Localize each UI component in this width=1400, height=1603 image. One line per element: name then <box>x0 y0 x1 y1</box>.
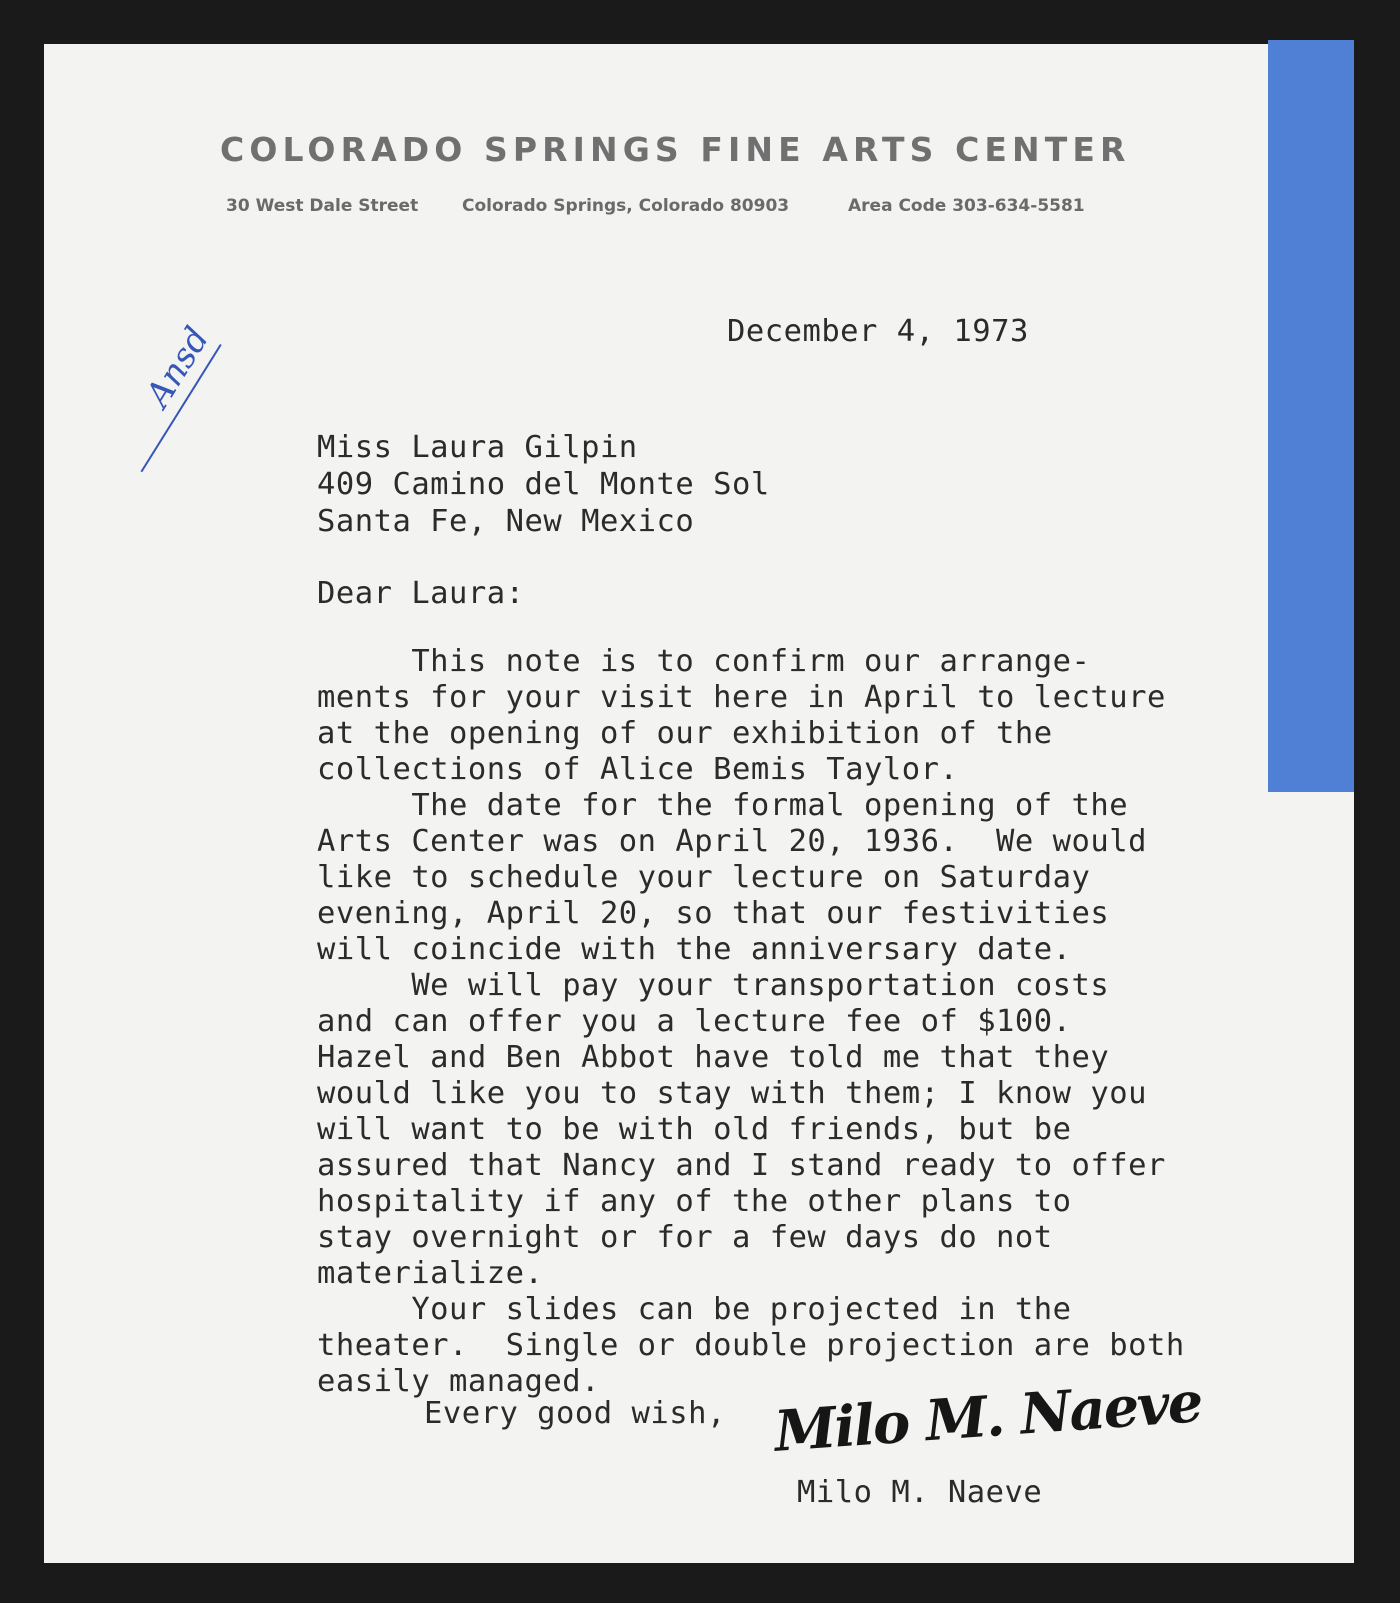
body-line: at the opening of our exhibition of the <box>317 716 1053 751</box>
body-line: and can offer you a lecture fee of $100. <box>317 1004 1072 1039</box>
letterhead-phone: Area Code 303-634-5581 <box>848 196 1085 216</box>
body-line: collections of Alice Bemis Taylor. <box>317 752 959 787</box>
body-line: will want to be with old friends, but be <box>317 1112 1072 1147</box>
typed-signer-name: Milo M. Naeve <box>797 1475 1043 1510</box>
letterhead-title: COLORADO SPRINGS FINE ARTS CENTER <box>220 130 1131 169</box>
handwritten-signature: Milo M. Naeve <box>772 1369 1204 1465</box>
recipient-city: Santa Fe, New Mexico <box>317 504 695 539</box>
letterhead-street: 30 West Dale Street <box>226 196 419 216</box>
body-line: would like you to stay with them; I know you <box>317 1076 1147 1111</box>
body-line: We will pay your transportation costs <box>317 968 1110 1003</box>
blue-index-tab <box>1268 40 1354 792</box>
body-line: This note is to confirm our arrange- <box>317 644 1091 679</box>
letter-page <box>44 44 1354 1563</box>
body-line: will coincide with the anniversary date. <box>317 932 1072 967</box>
body-line: Arts Center was on April 20, 1936. We would <box>317 824 1147 859</box>
body-line: evening, April 20, so that our festivities <box>317 896 1110 931</box>
handwritten-annotation: Ansd <box>138 320 218 414</box>
body-line: easily managed. <box>317 1364 600 1399</box>
recipient-street: 409 Camino del Monte Sol <box>317 467 770 502</box>
closing: Every good wish, <box>424 1396 726 1431</box>
body-line: Hazel and Ben Abbot have told me that they <box>317 1040 1110 1075</box>
body-line: ments for your visit here in April to lecture <box>317 680 1166 715</box>
body-line: assured that Nancy and I stand ready to offer <box>317 1148 1166 1183</box>
body-line: Your slides can be projected in the <box>317 1292 1072 1327</box>
body-line: theater. Single or double projection are both <box>317 1328 1185 1363</box>
body-line: The date for the formal opening of the <box>317 788 1129 823</box>
letterhead-city: Colorado Springs, Colorado 80903 <box>462 196 790 216</box>
salutation: Dear Laura: <box>317 576 525 611</box>
body-line: hospitality if any of the other plans to <box>317 1184 1072 1219</box>
body-line: stay overnight or for a few days do not <box>317 1220 1053 1255</box>
recipient-name: Miss Laura Gilpin <box>317 430 638 465</box>
letter-date: December 4, 1973 <box>727 314 1029 349</box>
body-line: materialize. <box>317 1256 544 1291</box>
body-line: like to schedule your lecture on Saturday <box>317 860 1091 895</box>
